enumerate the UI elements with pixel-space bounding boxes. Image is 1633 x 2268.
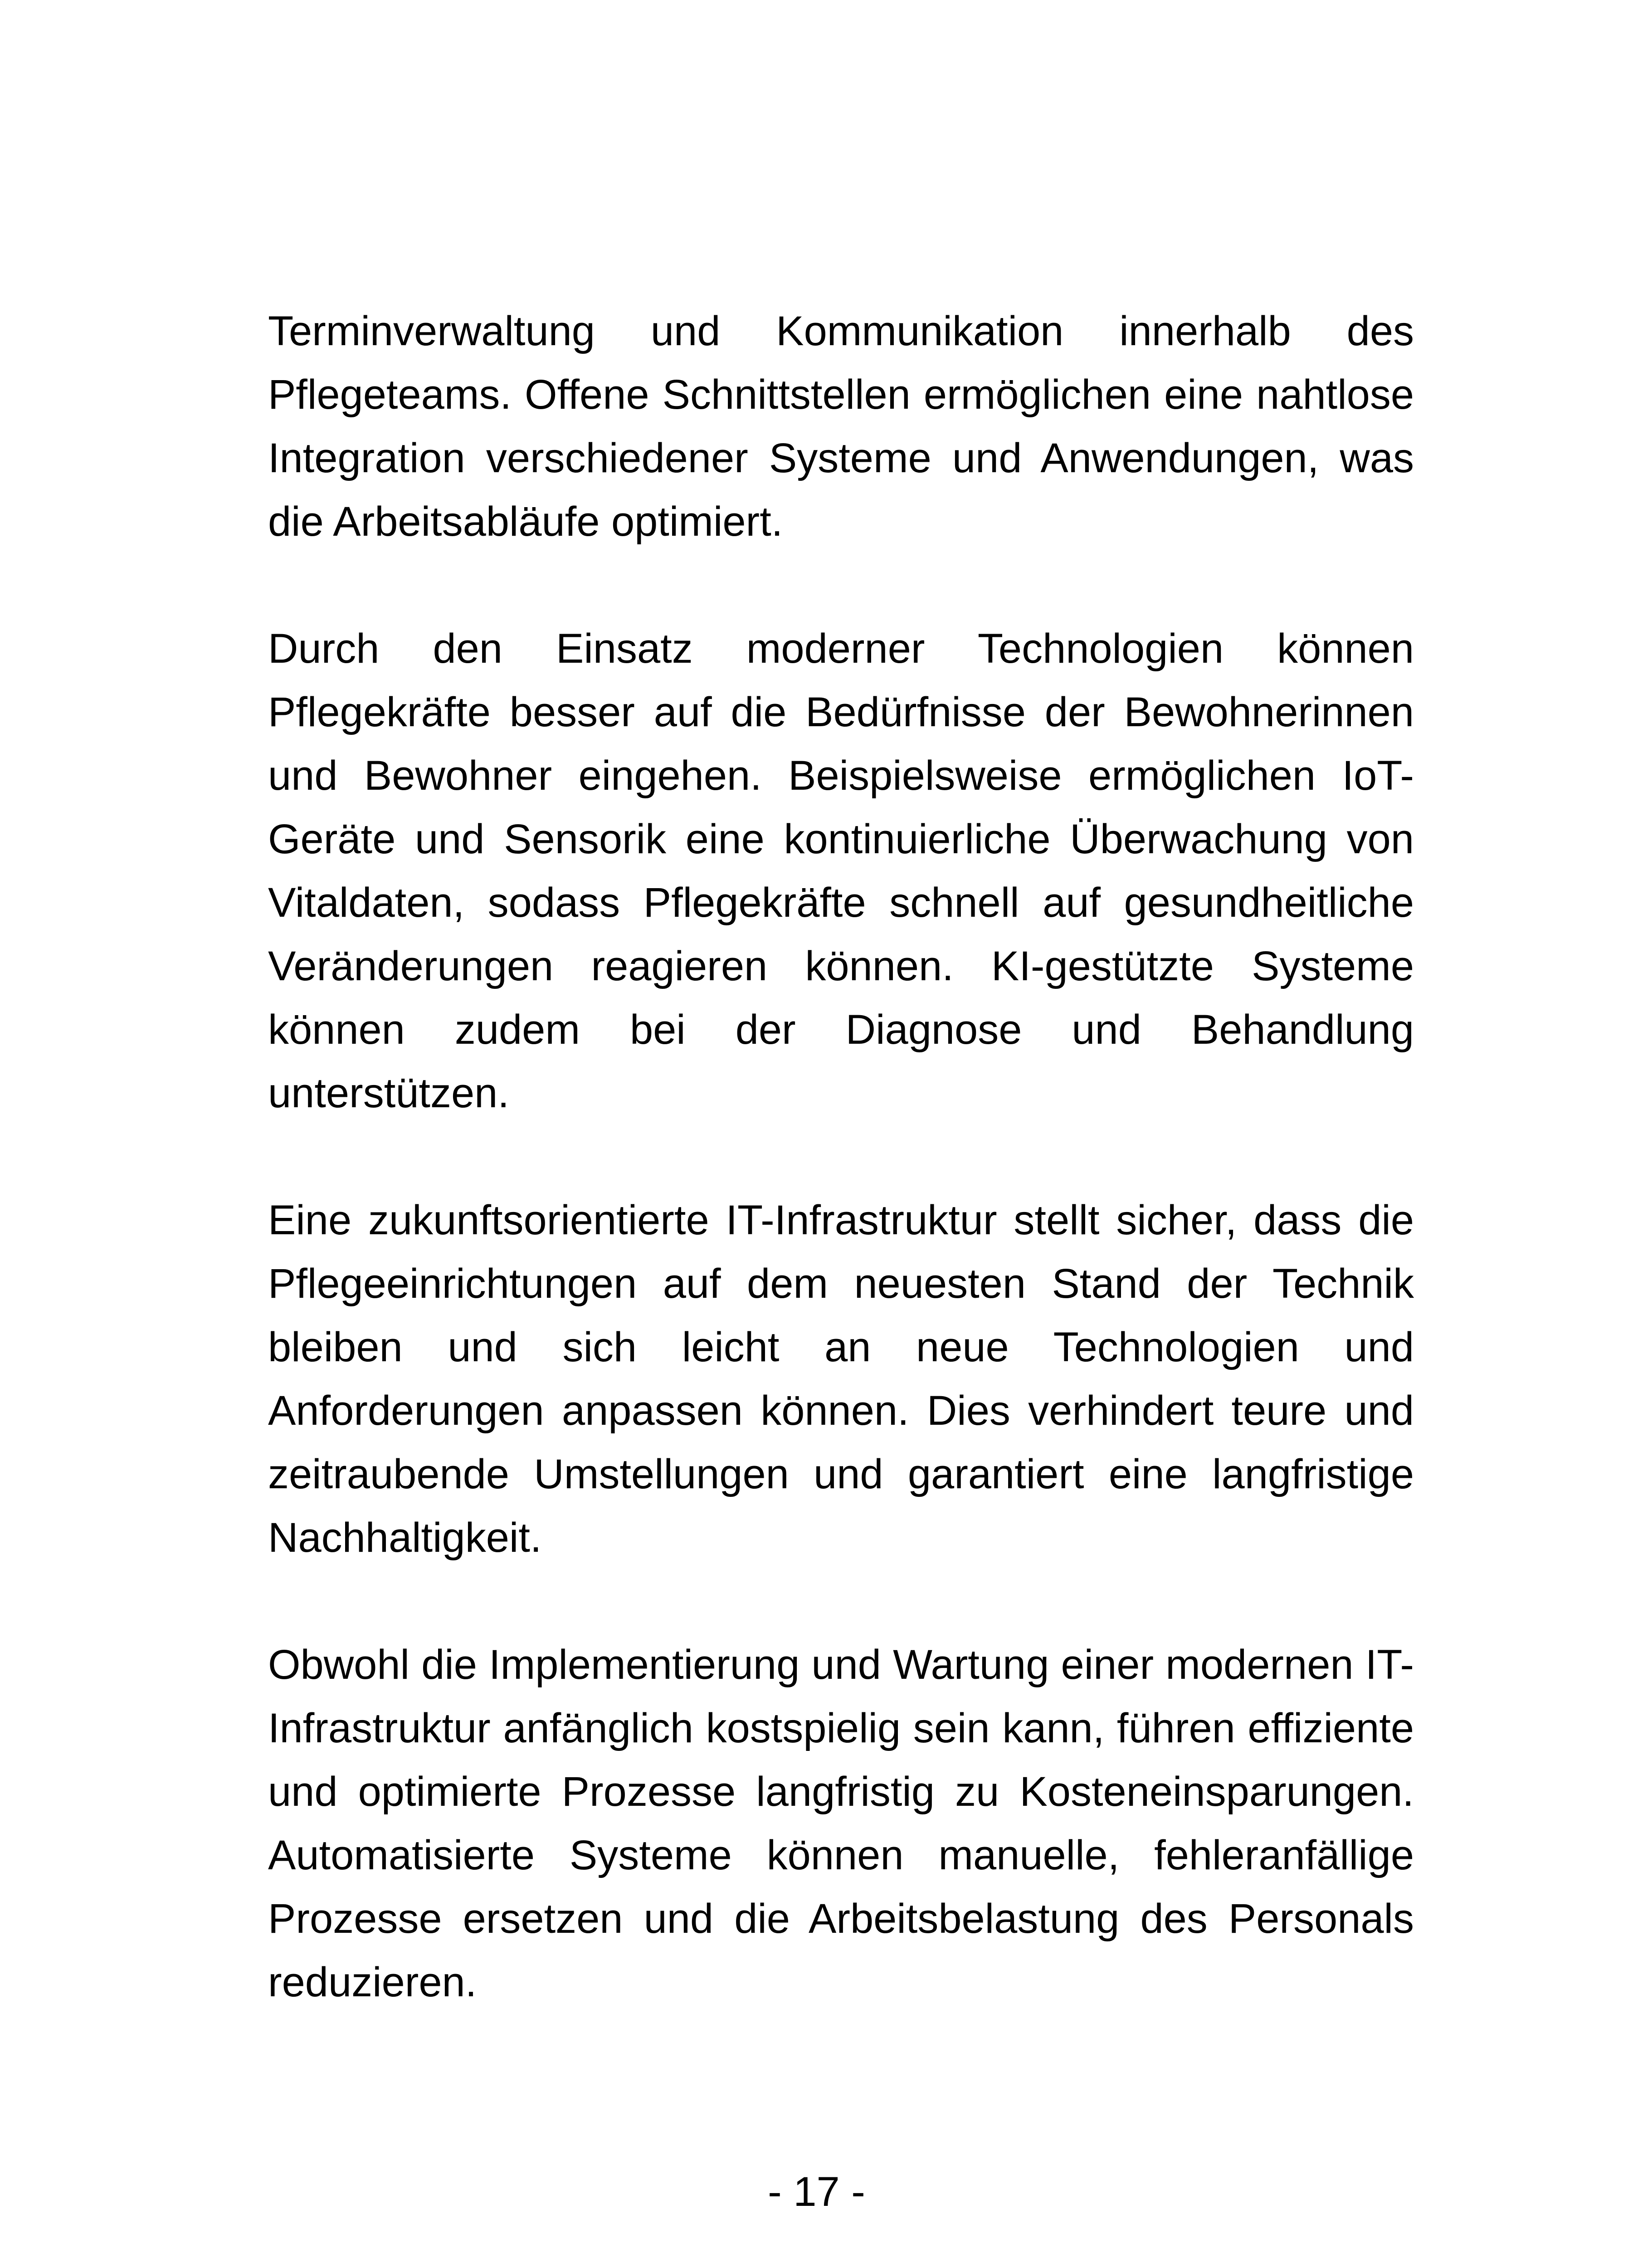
paragraph-2: Durch den Einsatz moderner Technologien können Pflegekräfte besser auf die Bedürfnisse der Bewohnerinnen und Bewohner eingehen. Beispielsweise ermöglichen IoT-Geräte und Sensorik eine kontinuierliche Überwachung von Vitaldaten, sodass Pflegekräfte schnell auf gesundheitliche Veränderungen reagieren können. KI-gestützte Systeme können zudem bei der Diagnose und Behandlung unterstützen. [268, 626, 1414, 1116]
body-text [268, 299, 1414, 2014]
paragraph-1: Terminverwaltung und Kommunikation innerhalb des Pflegeteams. Offene Schnittstellen ermöglichen eine nahtlose Integration verschiedener Systeme und Anwendungen, was die Arbeitsabläufe optimiert. [268, 308, 1414, 545]
paragraph-3: Eine zukunftsorientierte IT-Infrastruktur stellt sicher, dass die Pflegeeinrichtungen auf dem neuesten Stand der Technik bleiben und sich leicht an neue Technologien und Anforderungen anpassen können. Dies verhindert teure und zeitraubende Umstellungen und garantiert eine langfristige Nachhaltigkeit. [268, 1197, 1414, 1561]
paragraph-4: Obwohl die Implementierung und Wartung einer modernen IT-Infrastruktur anfänglich kostspielig sein kann, führen effiziente und optimierte Prozesse langfristig zu Kosteneinsparungen. Automatisierte Systeme können manuelle, fehleranfällige Prozesse ersetzen und die Arbeitsbelastung des Personals reduzieren. [268, 1642, 1414, 2005]
page-number: - 17 - [768, 2169, 865, 2215]
